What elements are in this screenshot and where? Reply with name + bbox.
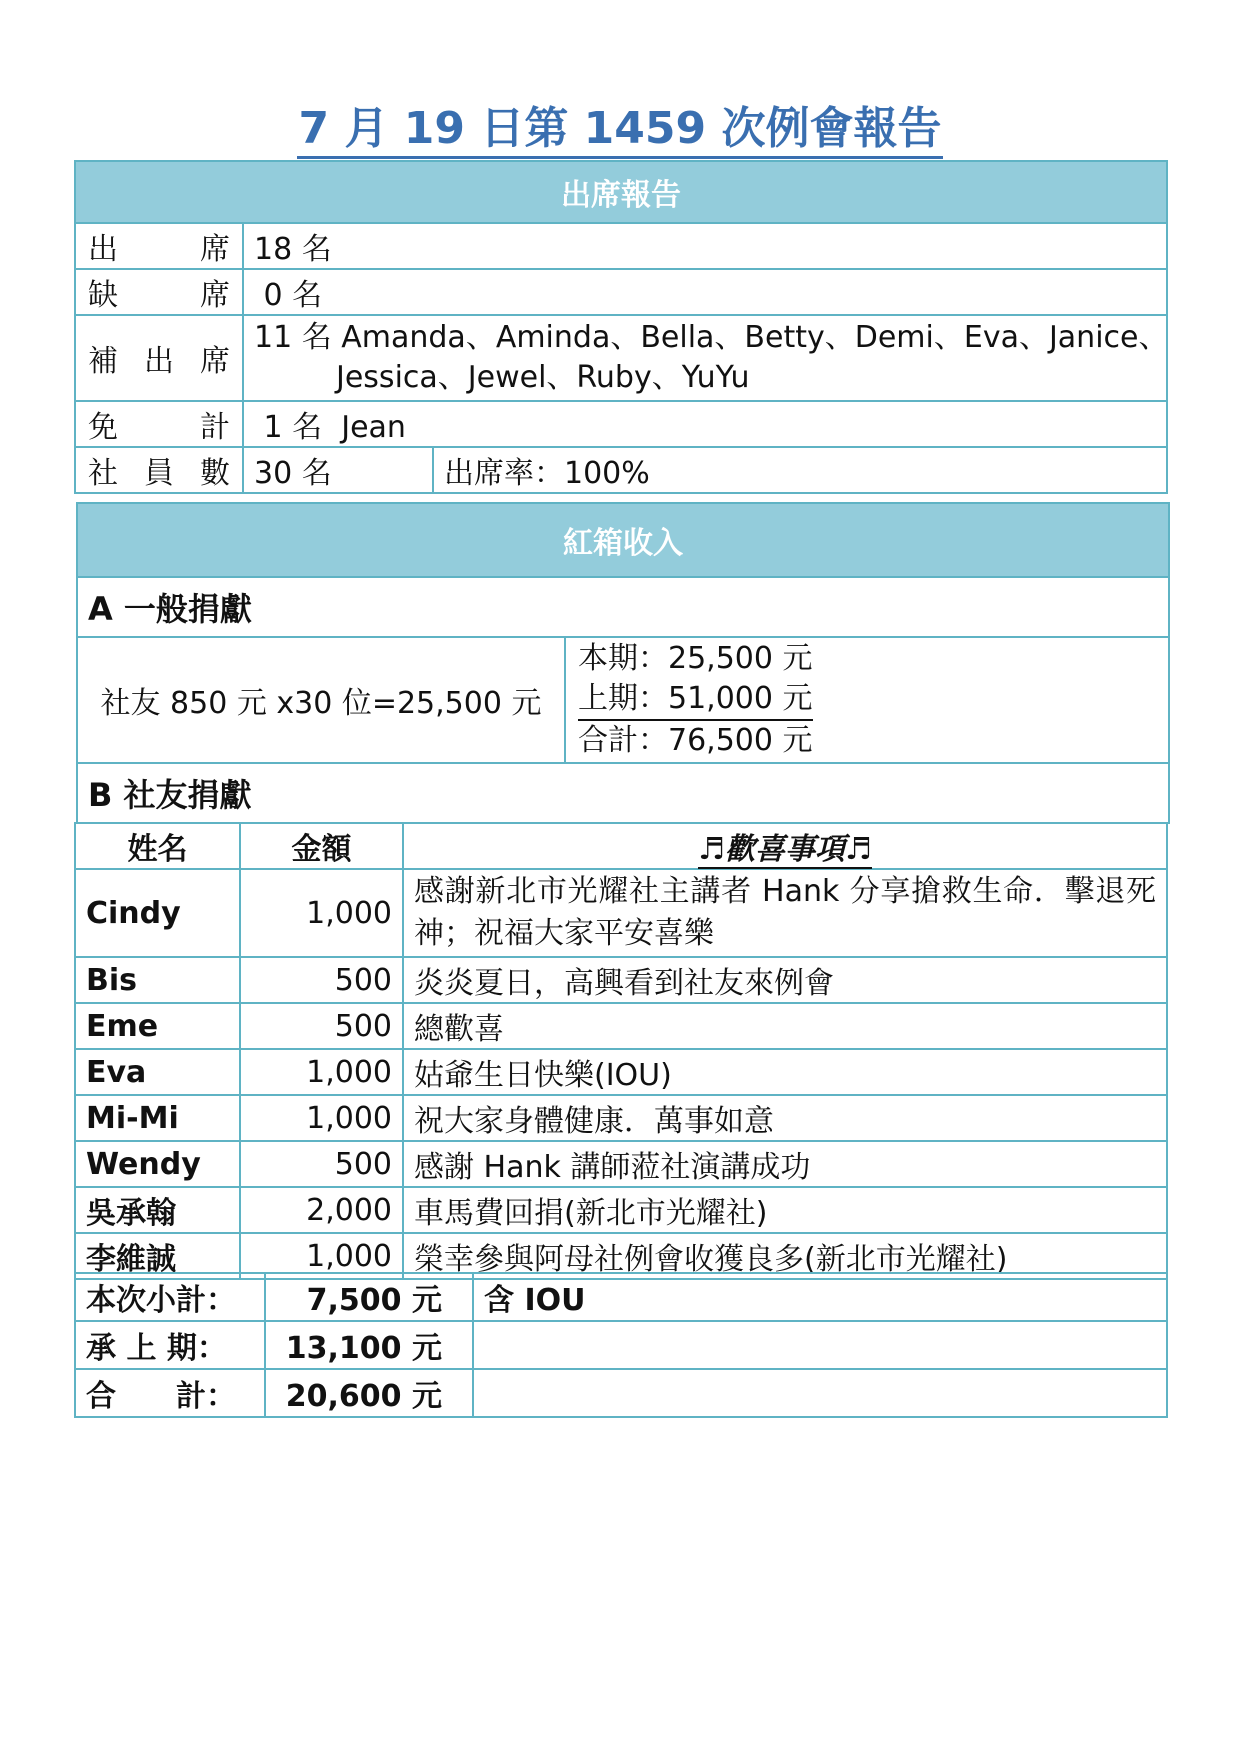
donor-name: 李維誠	[75, 1233, 240, 1279]
donor-note: 姑爺生日快樂(IOU)	[403, 1049, 1167, 1095]
current-period: 本期：25,500 元	[578, 641, 813, 676]
page-title: 7 月 19 日第 1459 次例會報告	[0, 92, 1240, 156]
donor-amount: 1,000	[240, 1095, 403, 1141]
col-note: ♬歡喜事項♬	[403, 823, 1167, 869]
donation-table	[74, 822, 1168, 1280]
present-label: 出 席	[75, 223, 243, 269]
donor-amount: 500	[240, 957, 403, 1003]
absent-value: 0 名	[243, 269, 1167, 315]
col-amount: 金額	[240, 823, 403, 869]
makeup-value	[243, 315, 1167, 401]
donor-note: 車馬費回捐(新北市光耀社)	[403, 1187, 1167, 1233]
attendance-rate: 出席率：100%	[433, 447, 1167, 493]
donor-note: 感謝 Hank 講師蒞社演講成功	[403, 1141, 1167, 1187]
donor-note: 榮幸參與阿母社例會收獲良多(新北市光耀社)	[403, 1233, 1167, 1279]
grand-note	[473, 1369, 1167, 1417]
redbox-general-table	[76, 502, 1170, 824]
donor-name: Wendy	[75, 1141, 240, 1187]
attendance-table	[74, 160, 1168, 494]
donor-name: Eva	[75, 1049, 240, 1095]
donor-note: 炎炎夏日，高興看到社友來例會	[403, 957, 1167, 1003]
donor-amount: 1,000	[240, 869, 403, 957]
exempt-label: 免 計	[75, 401, 243, 447]
carry-note	[473, 1321, 1167, 1369]
present-value: 18 名	[243, 223, 1167, 269]
section-a-title: A 一般捐獻	[77, 577, 1169, 637]
carry-label: 承 上 期：	[75, 1321, 265, 1369]
makeup-line-1: 11 名 Amanda、Aminda、Bella、Betty、Demi、Eva、Janice、	[254, 320, 1169, 355]
donor-note: 總歡喜	[403, 1003, 1167, 1049]
members-value: 30 名	[243, 447, 433, 493]
donor-note: 感謝新北市光耀社主講者 Hank 分享搶救生命．擊退死神；祝福大家平安喜樂	[403, 869, 1167, 957]
carry-value: 13,100 元	[265, 1321, 473, 1369]
makeup-label: 補 出 席	[75, 315, 243, 401]
donor-note: 祝大家身體健康．萬事如意	[403, 1095, 1167, 1141]
members-label: 社 員 數	[75, 447, 243, 493]
grand-label: 合 計：	[75, 1369, 265, 1417]
donor-name: Cindy	[75, 869, 240, 957]
donor-amount: 500	[240, 1141, 403, 1187]
general-calc: 社友 850 元 x30 位=25,500 元	[77, 637, 565, 763]
redbox-header: 紅箱收入	[77, 503, 1169, 577]
donor-name: Eme	[75, 1003, 240, 1049]
grand-value: 20,600 元	[265, 1369, 473, 1417]
totals-table	[74, 1272, 1168, 1418]
donor-amount: 500	[240, 1003, 403, 1049]
subtotal-note: 含 IOU	[473, 1273, 1167, 1321]
section-b-title: B 社友捐獻	[77, 763, 1169, 823]
donor-amount: 1,000	[240, 1049, 403, 1095]
previous-period: 上期：51,000 元	[578, 679, 813, 721]
absent-label: 缺 席	[75, 269, 243, 315]
donor-amount: 1,000	[240, 1233, 403, 1279]
donor-name: 吳承翰	[75, 1187, 240, 1233]
general-summary	[565, 637, 1169, 763]
col-name: 姓名	[75, 823, 240, 869]
subtotal-value: 7,500 元	[265, 1273, 473, 1321]
makeup-line-2: Jessica、Jewel、Ruby、YuYu	[336, 360, 750, 395]
exempt-value: 1 名 Jean	[243, 401, 1167, 447]
attendance-header: 出席報告	[75, 161, 1167, 223]
donor-name: Mi-Mi	[75, 1095, 240, 1141]
donor-name: Bis	[75, 957, 240, 1003]
general-total: 合計：76,500 元	[578, 723, 813, 758]
donor-amount: 2,000	[240, 1187, 403, 1233]
subtotal-label: 本次小計：	[75, 1273, 265, 1321]
